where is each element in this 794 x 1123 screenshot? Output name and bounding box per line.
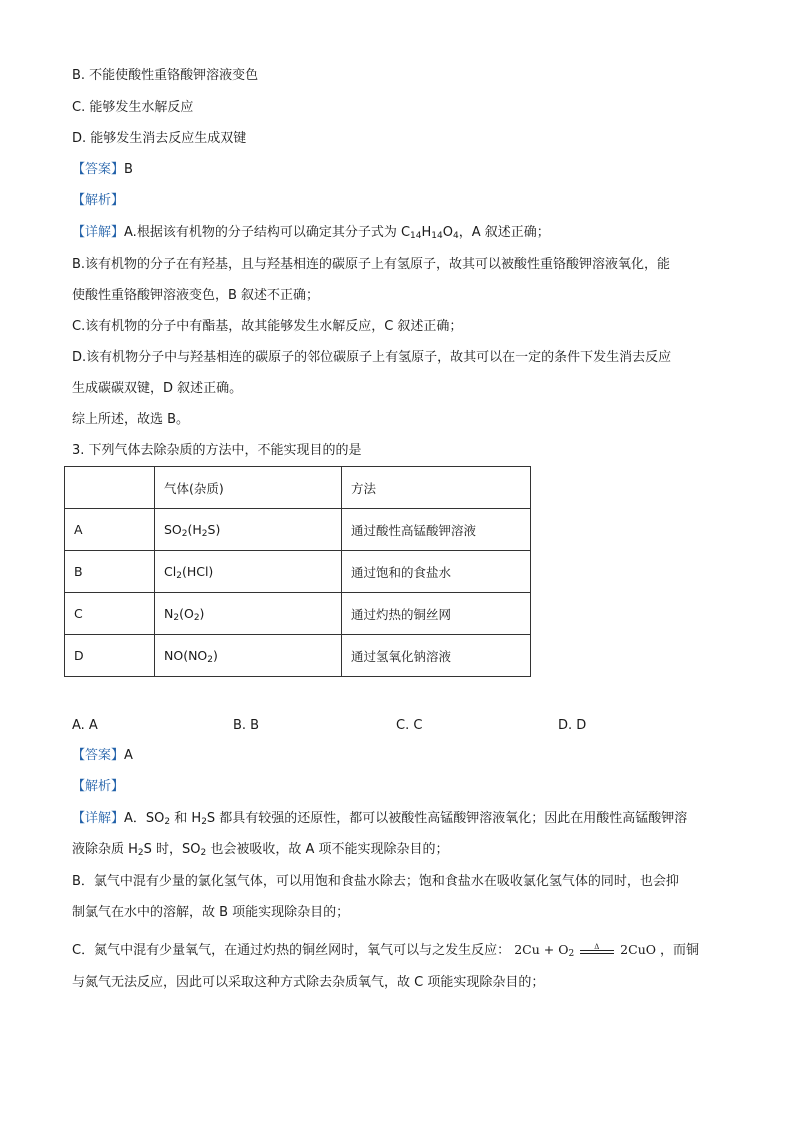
choice-c: C. C (396, 718, 423, 733)
detail-b-q3-line1: B．氯气中混有少量的氯化氢气体，可以用饱和食盐水除去；饱和食盐水在吸收氯化氢气体的同时，也会抑 (72, 874, 679, 889)
row-method: 通过饱和的食盐水 (342, 551, 531, 593)
detail-c: C.该有机物的分子中有酯基，故其能够发生水解反应，C 叙述正确； (72, 319, 463, 334)
detail-c-q3-line1: C．氮气中混有少量氧气，在通过灼热的铜丝网时，氧气可以与之发生反应： $2Cu + O_2$ Δ 2CuO ，而铜 (72, 942, 699, 959)
subscript: 14 (410, 231, 422, 241)
table-row (65, 509, 531, 551)
answer-tag: 【答案】 (72, 748, 125, 763)
analysis-tag: 【解析】 (72, 193, 125, 208)
detail-tag: 【详解】 (72, 225, 125, 240)
detail-a-text: ，A 叙述正确； (458, 225, 550, 240)
table-row (65, 635, 531, 677)
answer-line-q3 (72, 746, 133, 766)
analysis-tag-q3 (72, 777, 124, 797)
reaction-equation: $2Cu + O_2$ Δ 2CuO (514, 942, 656, 959)
table-cell (65, 467, 155, 509)
choice-d: D. D (558, 718, 587, 733)
answer-line-q2 (72, 160, 133, 180)
question-3-stem: 3. 下列气体去除杂质的方法中，不能实现目的的是 (72, 443, 362, 458)
heat-condition-arrow: Δ (580, 947, 614, 954)
answer-value: A (124, 748, 133, 763)
row-method: 通过灼热的铜丝网 (342, 593, 531, 635)
row-label: A (65, 509, 155, 551)
detail-a-q3-line1: 【详解】A．$SO_2$ 和 $H_2S$ 都具有较强的还原性，都可以被酸性高锰酸钾溶液氧化；因此在用酸性高锰酸钾溶 (72, 811, 688, 827)
detail-b-line2: 使酸性重铬酸钾溶液变色，B 叙述不正确； (72, 288, 320, 303)
row-gas: $SO_2(H_2S)$ (155, 509, 342, 551)
detail-b-q3-line2: 制氯气在水中的溶解，故 B 项能实现除杂目的； (72, 905, 350, 920)
choice-b: B. B (233, 718, 260, 733)
answer-tag: 【答案】 (72, 162, 125, 177)
choice-a: A. A (72, 718, 98, 733)
detail-a-q3-line2: 液除杂质 $H_2S$ 时，$SO_2$ 也会被吸收，故 A 项不能实现除杂目的； (72, 842, 449, 858)
answer-value: B (124, 162, 133, 177)
detail-d-line2: 生成碳碳双键，D 叙述正确。 (72, 381, 243, 396)
detail-c-q3-line2: 与氮气无法反应，因此可以采取这种方式除去杂质氧气，故 C 项能实现除杂目的； (72, 975, 545, 990)
detail-a-text: H (421, 225, 432, 240)
header-method: 方法 (342, 467, 531, 509)
summary: 综上所述，故选 B。 (72, 412, 190, 427)
detail-b-line1: B.该有机物的分子在有羟基，且与羟基相连的碳原子上有氢原子，故其可以被酸性重铬酸钾溶液氧化，能 (72, 257, 671, 272)
row-gas: $NO(NO_2)$ (155, 635, 342, 677)
analysis-tag: 【解析】 (72, 779, 125, 794)
detail-a-text: O (442, 225, 453, 240)
detail-a-text: A.根据该有机物的分子结构可以确定其分子式为 C (124, 225, 411, 240)
row-method: 通过酸性高锰酸钾溶液 (342, 509, 531, 551)
row-method: 通过氢氧化钠溶液 (342, 635, 531, 677)
row-gas: $Cl_2(HCl)$ (155, 551, 342, 593)
row-gas: $N_2(O_2)$ (155, 593, 342, 635)
detail-d-line1: D.该有机物分子中与羟基相连的碳原子的邻位碳原子上有氢原子，故其可以在一定的条件下发生消去反应 (72, 350, 672, 365)
subscript: 4 (452, 231, 459, 241)
header-gas: 气体(杂质) (155, 467, 342, 509)
option-b: B. 不能使酸性重铬酸钾溶液变色 (72, 68, 259, 83)
table-row (65, 593, 531, 635)
option-d: D. 能够发生消去反应生成双键 (72, 131, 247, 146)
detail-tag: 【详解】 (72, 811, 125, 826)
detail-a-q2 (72, 223, 550, 243)
row-label: D (65, 635, 155, 677)
table-header-row (65, 467, 531, 509)
analysis-tag-q2 (72, 191, 124, 211)
row-label: C (65, 593, 155, 635)
options-table (64, 466, 531, 677)
option-c: C. 能够发生水解反应 (72, 100, 194, 115)
row-label: B (65, 551, 155, 593)
table-row (65, 551, 531, 593)
subscript: 14 (431, 231, 443, 241)
